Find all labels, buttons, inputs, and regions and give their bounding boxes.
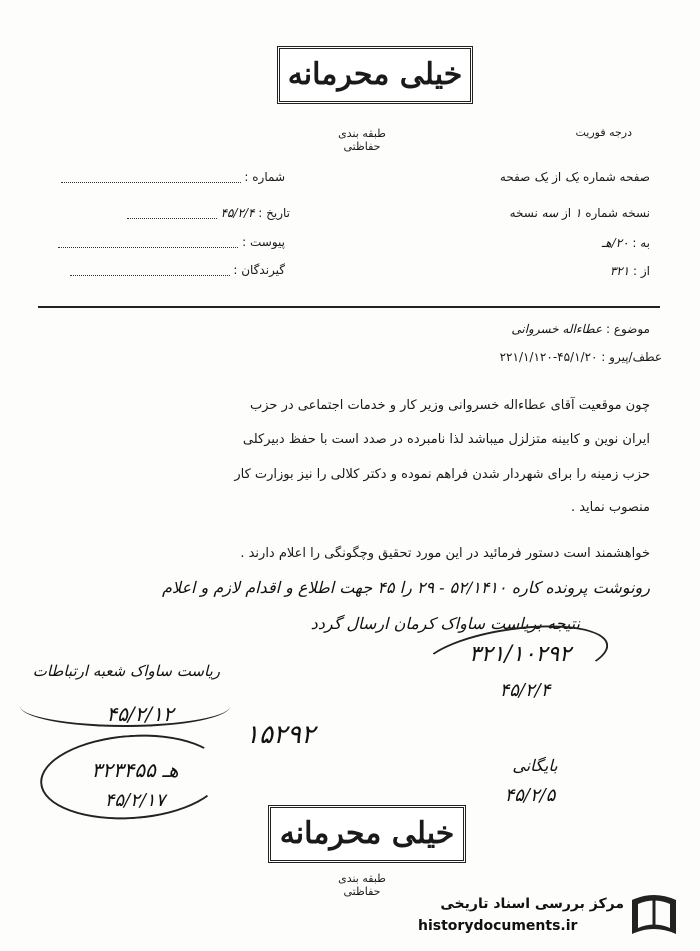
reference-value: ۴۵/۱/۲۰-۲۲۱/۱/۱۲۰: [499, 350, 598, 364]
date-value: ۴۵/۲/۴: [220, 206, 255, 220]
handwritten-number-center: ۱۵۲۹۲: [245, 720, 315, 750]
page-suffix: صفحه: [499, 170, 531, 184]
number-field: [50, 170, 285, 184]
handwritten-date-right: ۴۵/۲/۴: [499, 680, 551, 701]
copy-total: سه: [541, 206, 559, 220]
handwritten-date-left2: ۴۵/۲/۱۷: [104, 790, 166, 811]
recipients-dots: [70, 265, 230, 276]
recipients-field: [50, 263, 285, 277]
handwritten-note-line1: رونوشت پرونده کاره ۵۲/۱۴۱۰ - ۲۹ را ۴۵ جهت اطلاع و اقدام لازم و اعلام: [162, 578, 650, 597]
date-dots: [127, 208, 217, 219]
watermark-url: historydocuments.ir: [418, 918, 578, 934]
priority-label: درجه فوریت: [575, 126, 632, 139]
top-confidential-stamp: خیلی محرمانه: [277, 46, 473, 104]
from-label: از :: [633, 264, 650, 278]
subject-value: عطاءاله خسروانی: [511, 322, 603, 336]
page-total: یک: [534, 170, 549, 184]
copy-of: از: [561, 206, 572, 220]
footer-classification-label: طبقه بندی حفاظتی: [338, 872, 386, 898]
body-line: چون موقعیت آقای عطاءاله خسروانی وزیر کار و خدمات اجتماعی در حزب: [250, 398, 650, 413]
handwritten-note-line2: نتیجه بریاست ساواک کرمان ارسال گردد: [310, 614, 580, 633]
page-field: [410, 170, 650, 184]
to-value: ۲۰/هـ: [601, 236, 629, 250]
body-line: ایران نوین و کابینه متزلزل میباشد لذا نامبرده در صدد است با حفظ دبیرکلی: [242, 432, 650, 447]
body-line: منصوب نماید .: [570, 500, 650, 515]
date-label: تاریخ :: [258, 206, 290, 220]
subject-field: [440, 322, 650, 336]
handwritten-date-left: ۴۵/۲/۱۲: [106, 702, 174, 726]
date-field: [50, 206, 290, 220]
number-dots: [61, 172, 241, 183]
attachment-label: پیوست :: [242, 235, 285, 249]
copy-label: نسخه شماره: [585, 206, 650, 220]
from-value: ۳۲۱: [609, 264, 630, 278]
classification-label: طبقه بندی حفاظتی: [338, 127, 386, 153]
watermark-title: مرکز بررسی اسناد تاریخی: [440, 896, 624, 912]
reference-label: عطف/پیرو :: [601, 350, 662, 364]
request-line: خواهشمند است دستور فرمائید در این مورد تحقیق وچگونگی را اعلام دارند .: [240, 546, 650, 561]
to-label: به :: [632, 236, 650, 250]
attachment-dots: [58, 237, 238, 248]
handwritten-signature: بایگانی: [512, 756, 558, 775]
handwritten-note-left: ریاست ساواک شعبه ارتباطات: [32, 662, 220, 680]
attachment-field: [50, 235, 285, 249]
page-of: از: [552, 170, 562, 184]
recipients-label: گیرندگان :: [233, 263, 285, 277]
body-line: حزب زمینه را برای شهردار شدن فراهم نموده و دکتر کلالی را نیز بوزارت کار: [234, 467, 650, 482]
page-value: یک: [565, 170, 580, 184]
subject-label: موضوع :: [605, 322, 650, 336]
number-label: شماره :: [244, 170, 285, 184]
copy-value: ۱: [574, 206, 582, 220]
header-divider: [38, 306, 660, 308]
page-label: صفحه شماره: [583, 170, 650, 184]
reference-field: [380, 350, 662, 364]
handwritten-number-right: ۳۲۱/۱۰۲۹۲: [469, 642, 571, 667]
copy-field: [410, 206, 650, 220]
from-field: [520, 264, 650, 278]
bottom-confidential-stamp: خیلی محرمانه: [268, 805, 466, 863]
copy-suffix: نسخه: [509, 206, 538, 220]
handwritten-date-signature: ۴۵/۲/۵: [504, 785, 556, 806]
to-field: [520, 236, 650, 250]
watermark-book-icon: [628, 890, 680, 938]
handwritten-number-left2: ۳۲هـ ۳۴۵۵: [91, 758, 179, 782]
